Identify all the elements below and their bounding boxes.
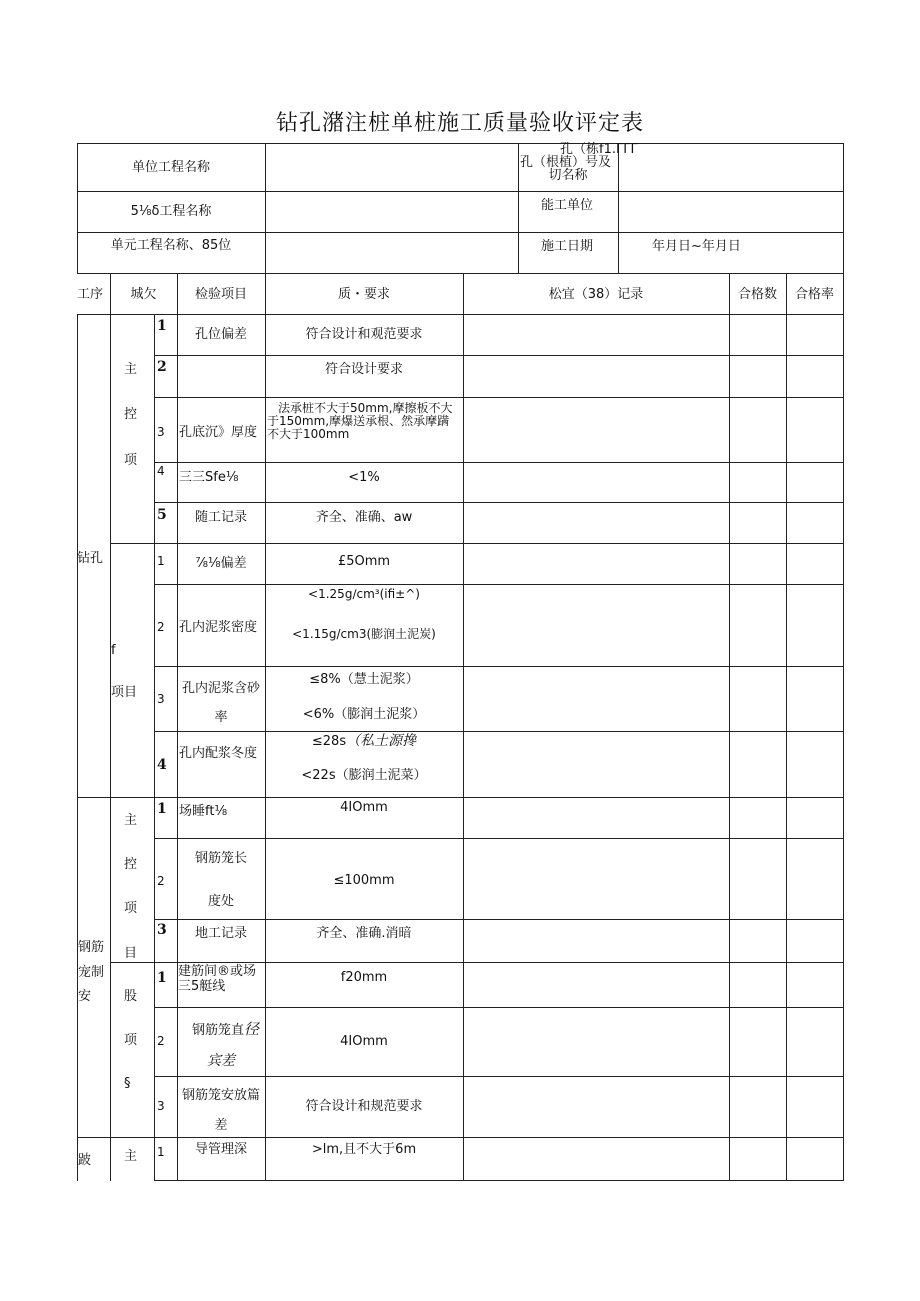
quality-requirement: 符合设计和规范要求 [305,1099,423,1114]
category-main-control: 主 [124,362,138,377]
section-cage: 钢筋 [78,940,105,955]
row-divider [154,1180,843,1181]
inspection-item: 三5艇线 [178,979,226,994]
quality-requirement: 4IOmm [340,800,388,815]
inspection-item: 孔内配浆冬度 [179,746,258,761]
inspection-item: 率 [214,710,228,725]
category-general: f [111,643,116,658]
row-number: 2 [157,1034,165,1048]
col-divider [463,273,464,1181]
row-divider [77,1137,843,1138]
row-divider [154,1007,843,1008]
category-general: § [124,1076,131,1091]
pile-no-label: 切名称 [548,168,588,183]
quality-requirement: 法承桩不大于50mm,摩擦板不大 [278,401,453,415]
col-divider [177,314,178,1181]
quality-requirement: <22s（膨润土泥菜） [301,768,427,783]
quality-requirement: £5Omm [337,554,391,569]
col-header-requirement: 质・要求 [337,287,390,302]
inspection-item: 度处 [207,894,234,909]
quality-requirement [265,733,463,750]
inspection-item: 孔内泥浆含砂 [181,681,260,696]
quality-requirement: <1% [348,470,380,485]
quality-requirement: ≤8%（慧土泥浆） [309,672,419,687]
row-number: 2 [157,359,167,375]
inspection-item: 地工记录 [194,926,247,941]
quality-requirement: 4IOmm [340,1034,388,1049]
col-header-record: 松宜（38）记录 [548,287,644,302]
category-main-control: 项 [124,453,138,468]
row-divider [154,919,843,920]
quality-requirement-text: （私土源搀 [346,733,417,749]
category-main-control: 主 [124,1149,138,1164]
col-header-process: 工序 [77,287,104,302]
inspection-item: 钢筋笼长 [194,851,247,866]
row-divider [77,797,843,798]
inspection-item: 三三Sfe⅛ [179,470,239,485]
table-right-border [843,143,844,1181]
row-number: 3 [157,1099,165,1113]
row-number: 4 [157,464,165,478]
quality-requirement-text: ≤28s [311,734,347,749]
quality-requirement: 于150mm,摩爆送承根、然承摩蹒 [267,414,450,428]
row-divider [154,731,843,732]
row-divider [154,584,843,585]
quality-requirement: 齐全、准确、aw [315,510,413,525]
col-divider [618,143,619,273]
col-divider [786,273,787,1181]
division-label: 5⅛δ工程名称 [130,204,212,219]
quality-requirement: 符合设计和观范要求 [305,327,423,342]
section-drilling: 钻孔 [77,551,104,566]
col-header-item: 检验项目 [194,287,247,302]
inspection-item: 孔位偏差 [194,327,247,342]
section-cage: 宠制 [78,965,105,980]
inspection-item: 钢筋笼安放篇 [181,1088,260,1103]
col-divider [110,314,111,1181]
row-divider [154,397,843,398]
category-main-control: 主 [124,813,138,828]
pile-no-label: 孔（栋f1.ΓΓΓ [560,142,638,157]
quality-requirement: <1.25g∕cm³(ifi±^) [308,587,420,601]
inspection-item: 导管理深 [194,1142,247,1157]
quality-requirement: 符合设计要求 [324,362,403,377]
quality-requirement: ≤100mm [333,873,395,888]
section-pour: 跛 [78,1153,92,1168]
inspection-item-text: 钢筋笼直 [192,1023,245,1038]
date-value: 年月日~年月日 [652,239,741,254]
quality-requirement: 齐全、准确.消暗 [316,926,412,941]
category-general: 股 [124,989,138,1004]
row-divider [110,543,843,544]
inspection-item: 场睡ft⅛ [179,804,228,819]
category-general: 项目 [111,685,138,700]
row-number: 3 [157,922,167,938]
table-top-border [77,143,843,144]
row-divider [154,462,843,463]
quality-requirement: <1.15g/cm3(膨润土泥炭) [292,627,436,641]
col-header-category: 城欠 [130,287,157,302]
quality-requirement: <6%（膨润土泥浆） [302,707,426,722]
row-number: 2 [157,620,165,634]
col-header-pass-rate: 合格率 [794,287,834,302]
inspection-item: 孔内泥浆密度 [179,620,258,635]
row-number: 2 [157,874,165,888]
row-number: 1 [157,801,167,817]
quality-requirement: 不大于100mm [267,427,350,441]
date-label: 施工日期 [541,239,594,254]
quality-requirement: f20mm [340,970,388,985]
row-divider [154,355,843,356]
category-main-control: 目 [124,946,138,961]
inspection-item: 随工记录 [194,510,247,525]
category-main-control: 控 [124,407,138,422]
inspection-item: 宾差 [207,1053,235,1069]
section-cage: 安 [78,989,92,1004]
page-title: 钻孔潴注桩单桩施工质量验收评定表 [275,111,644,136]
row-number: 3 [157,425,165,439]
row-divider [154,838,843,839]
col-divider [265,143,266,273]
element-label: 单元工程名称、85位 [110,238,232,253]
row-divider [77,191,843,192]
inspection-item: ⅞⅛偏差 [195,556,247,571]
col-divider [518,143,519,273]
category-general: 项 [124,1033,138,1048]
col-divider [729,273,730,1181]
row-divider [154,666,843,667]
row-divider [154,1076,843,1077]
quality-requirement: >lm,且不大于6m [311,1142,417,1157]
row-number: 4 [157,757,167,773]
row-number: 1 [157,554,165,568]
inspection-item-text: 径 [244,1020,260,1038]
category-main-control: 控 [124,857,138,872]
row-number: 1 [157,1145,165,1159]
inspection-item: 差 [214,1118,228,1133]
inspection-item: 孔底沉》厚度 [179,425,258,440]
table-left-border [77,314,78,1181]
pile-no-label: 孔（根植）号及 [520,155,612,170]
unit-project-label: 单位工程名称 [131,160,210,175]
category-main-control: 项 [124,901,138,916]
col-divider [154,314,155,1181]
col-header-pass-count: 合格数 [737,287,777,302]
row-number: 1 [157,318,167,334]
construction-unit-label: 能工单位 [541,198,594,213]
row-number: 3 [157,692,165,706]
row-number: 1 [157,970,167,986]
row-number: 5 [157,507,167,523]
inspection-item [192,1021,259,1039]
row-divider [77,232,843,233]
inspection-item: 建筋间®或场 [178,964,257,979]
row-divider [154,502,843,503]
